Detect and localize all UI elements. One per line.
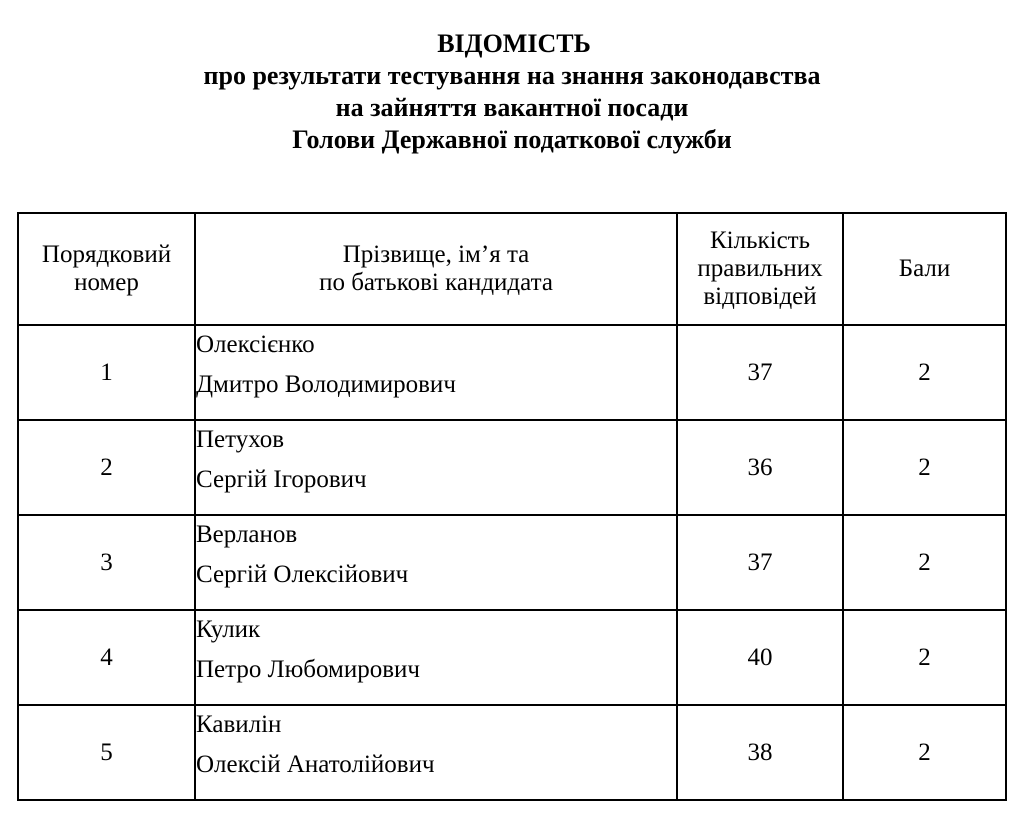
candidate-name	[195, 705, 677, 800]
subtitle-line-3: Голови Державної податкової служби	[292, 125, 732, 154]
row-number: 5	[18, 705, 195, 800]
row-number: 4	[18, 610, 195, 705]
subtitle-line-1: про результати тестування на знання законодавства	[203, 61, 821, 90]
candidate-given-names: Сергій Олексійович	[196, 560, 409, 588]
correct-answers-count: 38	[677, 705, 843, 800]
header-number-line-1: Порядковий	[41, 241, 172, 268]
table-row	[18, 705, 1006, 800]
document-title: ВІДОМІСТЬ	[437, 29, 591, 58]
points-value: 2	[843, 325, 1006, 420]
candidate-surname: Верланов	[196, 520, 298, 548]
subtitle-line-2: на зайняття вакантної посади	[335, 93, 689, 122]
points-value: 2	[843, 705, 1006, 800]
candidate-given-names: Петро Любомирович	[196, 655, 420, 683]
document-header	[0, 28, 1024, 156]
header-correct-line-3: відповідей	[703, 283, 817, 310]
header-points	[843, 213, 1006, 325]
header-points-line-1: Бали	[898, 255, 951, 282]
points-value: 2	[843, 515, 1006, 610]
candidate-given-names: Дмитро Володимирович	[196, 370, 456, 398]
header-name-line-1: Прізвище, ім’я та	[342, 241, 530, 268]
table-row	[18, 610, 1006, 705]
candidate-name	[195, 325, 677, 420]
header-correct-line-1: Кількість	[709, 227, 810, 254]
points-value: 2	[843, 610, 1006, 705]
candidate-name	[195, 610, 677, 705]
header-name-line-2: по батькові кандидата	[319, 269, 553, 296]
correct-answers-count: 37	[677, 325, 843, 420]
candidate-given-names: Сергій Ігорович	[196, 465, 367, 493]
candidate-name	[195, 420, 677, 515]
results-table	[17, 212, 1007, 801]
candidate-surname: Петухов	[196, 425, 285, 453]
table-row	[18, 325, 1006, 420]
candidate-surname: Кулик	[196, 615, 261, 643]
row-number: 1	[18, 325, 195, 420]
candidate-name	[195, 515, 677, 610]
row-number: 3	[18, 515, 195, 610]
correct-answers-count: 36	[677, 420, 843, 515]
table-row	[18, 420, 1006, 515]
candidate-surname: Кавилін	[196, 710, 282, 738]
correct-answers-count: 37	[677, 515, 843, 610]
header-correct-line-2: правильних	[697, 255, 823, 282]
header-number	[18, 213, 195, 325]
row-number: 2	[18, 420, 195, 515]
header-correct-answers	[677, 213, 843, 325]
table-row	[18, 515, 1006, 610]
candidate-surname: Олексієнко	[196, 330, 315, 358]
correct-answers-count: 40	[677, 610, 843, 705]
candidate-given-names: Олексій Анатолійович	[196, 750, 435, 778]
header-number-line-2: номер	[74, 269, 139, 296]
header-name	[195, 213, 677, 325]
table-header-row	[18, 213, 1006, 325]
points-value: 2	[843, 420, 1006, 515]
